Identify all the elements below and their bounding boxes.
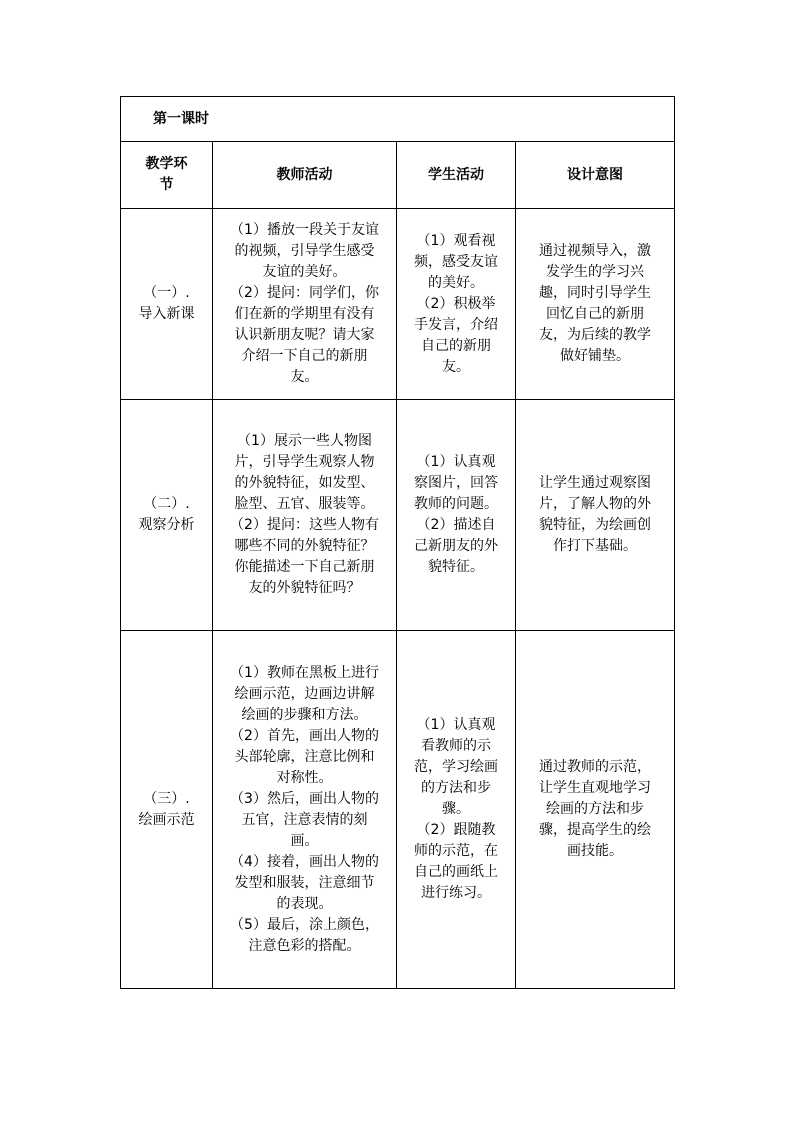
student-step: （2）积极举手发言，介绍自己的新朋友。	[414, 295, 498, 375]
title-row	[121, 97, 675, 142]
teacher-step: （1）展示一些人物图片，引导学生观察人物的外貌特征，如发型、脸型、五官、服装等。	[234, 433, 375, 512]
student-activity-cell	[397, 209, 516, 400]
teacher-step: （2）提问：同学们，你们在新的学期里有没有认识新朋友呢？请大家介绍一下自己的新朋友。	[230, 285, 379, 385]
table-row	[121, 631, 675, 989]
student-activity-cell	[397, 400, 516, 631]
student-step: （2）跟随教师的示范，在自己的画纸上进行练习。	[414, 822, 498, 901]
header-row	[121, 142, 675, 209]
header-stage	[121, 142, 213, 209]
table-row	[121, 400, 675, 631]
stage-cell	[121, 209, 213, 400]
teacher-step: （1）教师在黑板上进行绘画示范，边画边讲解绘画的步骤和方法。	[230, 664, 379, 723]
design-intent-cell	[516, 631, 675, 989]
design-intent-cell	[516, 209, 675, 400]
stage-label: （二）. 观察分析	[138, 496, 195, 533]
teacher-activity-cell	[213, 400, 397, 631]
teacher-step: （5）最后，涂上颜色，注意色彩的搭配。	[230, 916, 379, 954]
stage-cell	[121, 631, 213, 989]
table-row	[121, 209, 675, 400]
student-activity-cell	[397, 631, 516, 989]
lesson-title: 第一课时	[121, 97, 675, 142]
header-teacher	[213, 142, 397, 209]
teacher-step: （1）播放一段关于友谊的视频，引导学生感受友谊的美好。	[230, 222, 379, 280]
stage-cell	[121, 400, 213, 631]
teacher-step: （2）首先，画出人物的头部轮廓，注意比例和对称性。	[230, 727, 379, 786]
stage-label: （一）. 导入新课	[138, 285, 195, 322]
design-intent-text: 让学生通过观察图片，了解人物的外貌特征，为绘画创作打下基础。	[539, 475, 651, 554]
teacher-activity-cell	[213, 631, 397, 989]
teacher-activity-cell	[213, 209, 397, 400]
teacher-step: （4）接着，画出人物的发型和服装，注意细节的表现。	[230, 853, 379, 912]
lesson-plan-table	[120, 96, 675, 989]
teacher-step: （3）然后，画出人物的五官，注意表情的刻画。	[230, 790, 379, 849]
header-intent	[516, 142, 675, 209]
header-teacher-label: 教师活动	[276, 166, 333, 183]
header-stage-label: 教学环节	[145, 156, 188, 193]
design-intent-cell	[516, 400, 675, 631]
student-step: （1）认真观看教师的示范，学习绘画的方法和步骤。	[414, 717, 498, 817]
student-step: （1）观看视频，感受友谊的美好。	[414, 232, 498, 291]
stage-label: （三）. 绘画示范	[138, 790, 195, 828]
header-intent-label: 设计意图	[567, 166, 623, 183]
student-step: （1）认真观察图片，回答教师的问题。	[414, 454, 498, 512]
teacher-step: （2）提问：这些人物有哪些不同的外貌特征？你能描述一下自己新朋友的外貌特征吗？	[230, 517, 379, 596]
header-student	[397, 142, 516, 209]
header-student-label: 学生活动	[428, 166, 484, 183]
student-step: （2）描述自己新朋友的外貌特征。	[414, 517, 498, 575]
design-intent-text: 通过教师的示范，让学生直观地学习绘画的方法和步骤，提高学生的绘画技能。	[539, 759, 651, 859]
design-intent-text: 通过视频导入，激发学生的学习兴趣，同时引导学生回忆自己的新朋友，为后续的教学做好铺垫。	[539, 243, 651, 364]
